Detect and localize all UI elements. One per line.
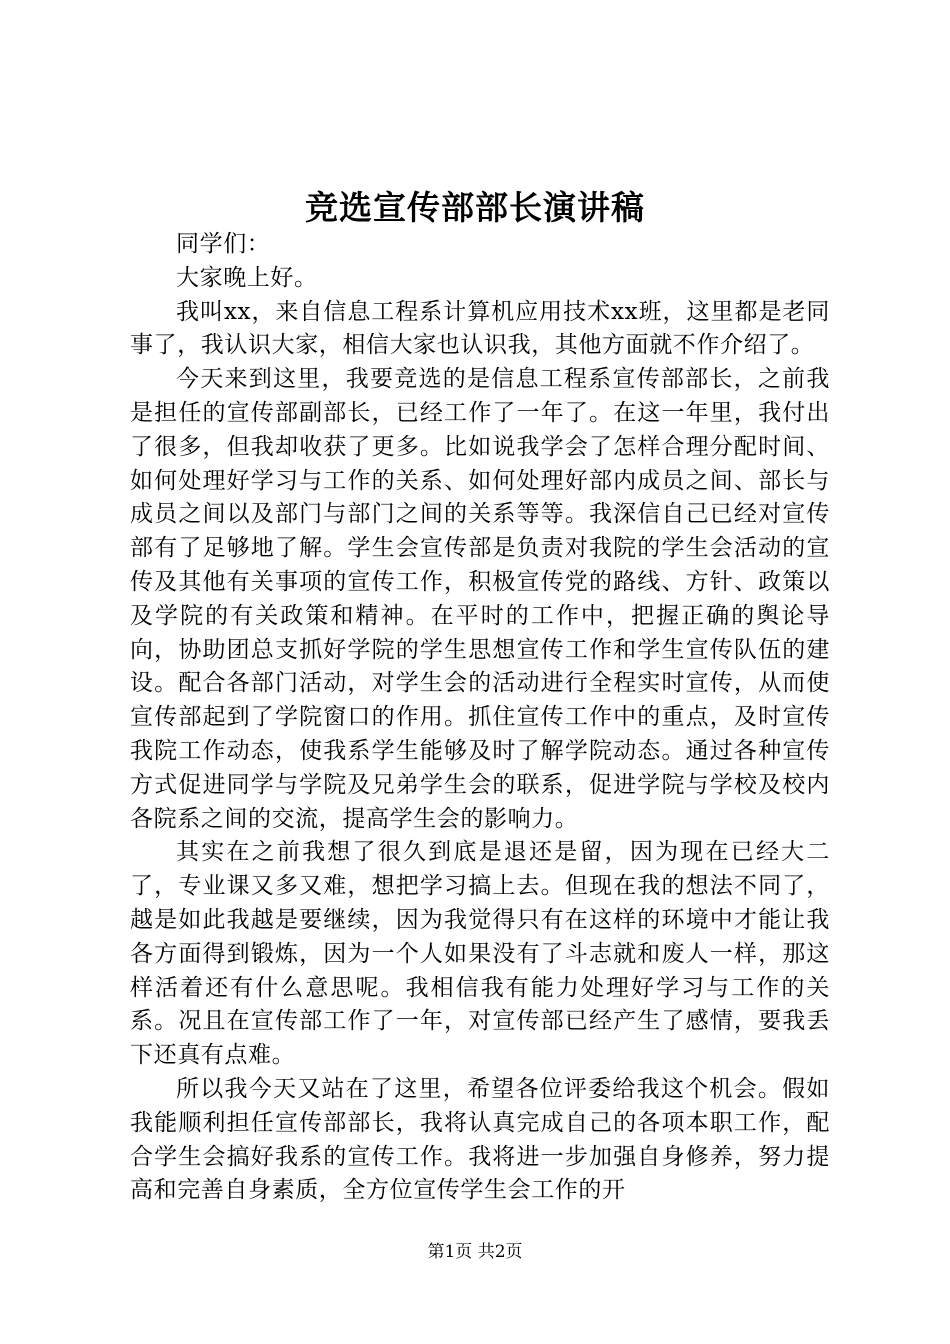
greeting: 大家晚上好。 bbox=[176, 264, 318, 291]
paragraph-introduction: 我叫xx，来自信息工程系计算机应用技术xx班，这里都是老同事了，我认识大家，相信大家也认识我，其他方面就不作介绍了。 bbox=[130, 298, 830, 359]
document-title: 竞选宣传部部长演讲稿 bbox=[305, 188, 645, 227]
paragraph-experience: 今天来到这里，我要竞选的是信息工程系宣传部部长，之前我是担任的宣传部副部长，已经工作了一年了。在这一年里，我付出了很多，但我却收获了更多。比如说我学会了怎样合理分配时间、如何处理好学习与工作的关系、如何处理好部内成员之间、部长与成员之间以及部门与部门之间的关系等等。我深信自己已经对宣传部有了足够地了解。学生会宣传部是负责对我院的学生会活动的宣传及其他有关事项的宣传工作，积极宣传党的路线、方针、政策以及学院的有关政策和精神。在平时的工作中，把握正确的舆论导向，协助团总支抓好学院的学生思想宣传工作和学生宣传队伍的建设。配合各部门活动，对学生会的活动进行全程实时宣传，从而使宣传部起到了学院窗口的作用。抓住宣传工作中的重点，及时宣传我院工作动态，使我系学生能够及时了解学院动态。通过各种宣传方式促进同学与学院及兄弟学生会的联系，促进学院与学校及校内各院系之间的交流，提高学生会的影响力。 bbox=[130, 366, 830, 832]
paragraph-motivation: 其实在之前我想了很久到底是退还是留，因为现在已经大二了，专业课又多又难，想把学习搞上去。但现在我的想法不同了，越是如此我越是要继续，因为我觉得只有在这样的环境中才能让我各方面得到锻炼，因为一个人如果没有了斗志就和废人一样，那这样活着还有什么意思呢。我相信我有能力处理好学习与工作的关系。况且在宣传部工作了一年，对宣传部已经产生了感情，要我丢下还真有点难。 bbox=[130, 839, 830, 1069]
salutation: 同学们： bbox=[176, 231, 271, 257]
paragraph-commitment: 所以我今天又站在了这里，希望各位评委给我这个机会。假如我能顺利担任宣传部部长，我将认真完成自己的各项本职工作，配合学生会搞好我系的宣传工作。我将进一步加强自身修养，努力提高和完善自身素质，全方位宣传学生会工作的开 bbox=[130, 1075, 830, 1204]
page-number: 第1页 共2页 bbox=[427, 1242, 523, 1262]
document-body bbox=[130, 228, 830, 1208]
